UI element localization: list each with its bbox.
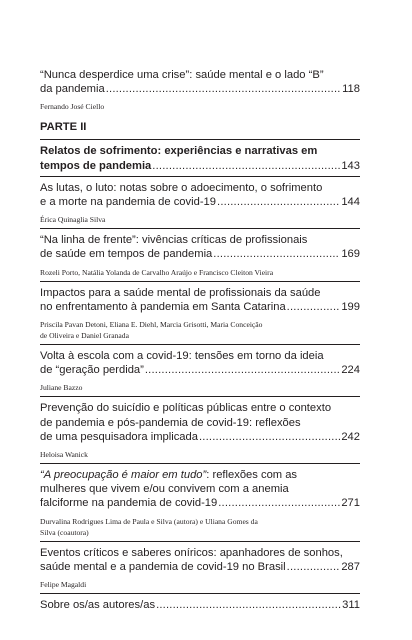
page-number: 271 <box>341 497 360 510</box>
toc-entry-1[interactable] <box>40 68 360 112</box>
toc-entry-5[interactable] <box>40 286 360 341</box>
entry-title-last-line <box>40 430 360 444</box>
entry-title-last-line <box>40 598 360 612</box>
entry-title-rest: : reflexões com as <box>206 469 298 482</box>
dot-leader <box>106 82 341 96</box>
entry-title-last-line <box>40 560 360 574</box>
entry-title-italic: “A preocupação é maior em tudo” <box>40 469 207 482</box>
dot-leader <box>218 496 340 510</box>
page-number: 242 <box>341 430 360 443</box>
entry-title-text: de saúde em tempos de pandemia <box>40 248 213 261</box>
dot-leader <box>156 598 341 612</box>
entry-title-last-line <box>40 300 360 314</box>
entry-author: Heloisa Wanick <box>40 450 88 460</box>
divider <box>40 228 360 229</box>
dot-leader <box>152 159 340 173</box>
entry-title-line: Volta à escola com a covid-19: tensões em torno da ideia <box>40 350 324 363</box>
divider <box>40 593 360 594</box>
entry-title-line: de pandemia e pós-pandemia de covid-19: reflexões <box>40 416 301 429</box>
page-number: 144 <box>341 196 360 209</box>
entry-title-text: de uma pesquisadora implicada <box>40 430 198 443</box>
entry-author: Érica Quinaglia Silva <box>40 215 106 225</box>
dot-leader <box>213 247 340 261</box>
divider <box>40 396 360 397</box>
entry-title-line: Eventos críticos e saberes oníricos: apanhadores de sonhos, <box>40 546 343 559</box>
entry-title-text: tempos de pandemia <box>40 159 152 172</box>
entry-title-line: “Na linha de frente”: vivências críticas de profissionais <box>40 234 308 247</box>
entry-author: Fernando José Ciello <box>40 102 105 112</box>
entry-title-last-line <box>40 496 360 510</box>
entry-author <box>40 516 360 538</box>
toc-entry-3[interactable] <box>40 181 360 225</box>
divider <box>40 281 360 282</box>
entry-title-last-line <box>40 247 360 261</box>
page-number: 118 <box>342 83 360 96</box>
divider <box>40 541 360 542</box>
entry-title-line: Impactos para a saúde mental de profissionais da saúde <box>40 286 321 299</box>
toc-entry-4[interactable] <box>40 233 360 277</box>
entry-title-last-line <box>40 82 360 96</box>
toc-entry-6[interactable] <box>40 349 360 393</box>
page-number: 287 <box>341 560 360 573</box>
entry-title-last-line <box>40 195 360 209</box>
page-number: 143 <box>341 159 360 172</box>
entry-title-text: e a morte na pandemia de covid-19 <box>40 196 217 209</box>
entry-author: Felipe Magaldi <box>40 580 87 590</box>
part-heading: PARTE II <box>40 121 87 134</box>
dot-leader <box>199 430 340 444</box>
entry-title-text: falciforme na pandemia de covid-19 <box>40 497 218 510</box>
dot-leader <box>145 363 340 377</box>
divider <box>40 139 360 140</box>
entry-author <box>40 319 360 341</box>
entry-title-last-line <box>40 363 360 377</box>
divider <box>40 176 360 177</box>
entry-title-text: de “geração perdida” <box>40 364 144 377</box>
entry-author-line: de Oliveira e Daniel Granada <box>40 331 129 341</box>
dot-leader <box>287 560 341 574</box>
entry-title-last-line <box>40 159 360 173</box>
entry-title-text: no enfrentamento à pandemia em Santa Catarina <box>40 300 286 313</box>
table-of-contents <box>40 68 360 612</box>
entry-author: Rozeli Porto, Natália Yolanda de Carvalho Araújo e Francisco Cleiton Vieira <box>40 267 274 277</box>
page-number: 311 <box>342 599 360 612</box>
page-number: 169 <box>341 248 360 261</box>
divider <box>40 344 360 345</box>
divider <box>40 463 360 464</box>
toc-entry-8[interactable] <box>40 468 360 538</box>
page-number: 199 <box>341 300 360 313</box>
entry-author: Juliane Bazzo <box>40 383 83 393</box>
entry-title-line <box>40 468 360 482</box>
entry-title-line: Relatos de sofrimento: experiências e narrativas em <box>40 145 318 158</box>
entry-title-line: Prevenção do suicídio e políticas públicas entre o contexto <box>40 402 332 415</box>
entry-title-line: mulheres que vivem e/ou convivem com a anemia <box>40 483 289 496</box>
entry-title-text: da pandemia <box>40 83 105 96</box>
entry-title-text: saúde mental e a pandemia de covid-19 no Brasil <box>40 560 286 573</box>
entry-author-line: Durvalina Rodrigues Lima de Paula e Silva (autora) e Uliana Gomes da <box>40 516 258 526</box>
toc-entry-10[interactable] <box>40 598 360 612</box>
entry-title-line: “Nunca desperdice uma crise”: saúde mental e o lado “B” <box>40 69 324 81</box>
toc-entry-2[interactable] <box>40 144 360 172</box>
dot-leader <box>287 300 341 314</box>
toc-entry-9[interactable] <box>40 546 360 590</box>
page-number: 224 <box>341 364 360 377</box>
entry-author-line: Silva (coautora) <box>40 527 89 537</box>
entry-title-text: Sobre os/as autores/as <box>40 599 156 612</box>
entry-author-line: Priscila Pavan Detoni, Eliana E. Diehl, Marcia Grisotti, Maria Conceição <box>40 320 263 330</box>
dot-leader <box>217 195 340 209</box>
toc-entry-7[interactable] <box>40 401 360 460</box>
entry-title-line: As lutas, o luto: notas sobre o adoecimento, o sofrimento <box>40 181 323 194</box>
